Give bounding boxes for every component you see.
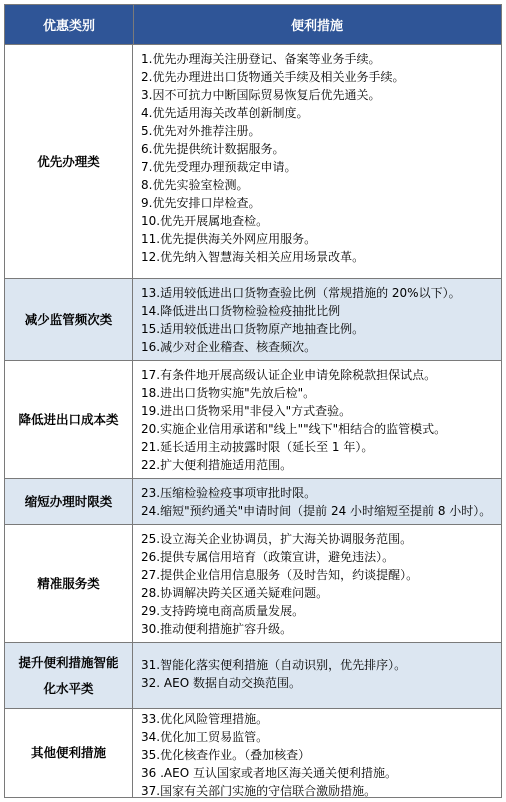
category-cell: 提升便利措施智能化水平类 <box>5 643 133 708</box>
list-item: 25.设立海关企业协调员，扩大海关协调服务范围。 <box>141 532 413 546</box>
table-row <box>5 479 501 525</box>
list-item: 13.适用较低进出口货物查验比例（常规措施的 20%以下）。 <box>141 286 461 300</box>
list-item: 31.智能化落实便利措施（自动识别，优先排序）。 <box>141 658 407 672</box>
table-row <box>5 525 501 643</box>
list-item: 10.优先开展属地查检。 <box>141 214 269 228</box>
benefits-table <box>4 4 502 798</box>
list-item: 9.优先安排口岸检查。 <box>141 196 261 210</box>
list-item: 20.实施企业信用承诺和"线上""线下"相结合的监管模式。 <box>141 422 447 436</box>
list-item: 7.优先受理办理预裁定申请。 <box>141 160 297 174</box>
list-item: 36 .AEO 互认国家或者地区海关通关便利措施。 <box>141 766 397 780</box>
list-item: 28.协调解决跨关区通关疑难问题。 <box>141 586 329 600</box>
list-item: 8.优先实验室检测。 <box>141 178 249 192</box>
measures-list <box>141 366 497 474</box>
list-item: 32. AEO 数据自动交换范围。 <box>141 676 301 690</box>
list-item: 19.进出口货物采用"非侵入"方式查验。 <box>141 404 352 418</box>
list-item: 2.优先办理进出口货物通关手续及相关业务手续。 <box>141 70 405 84</box>
list-item: 4.优先适用海关改革创新制度。 <box>141 106 309 120</box>
measures-list <box>141 284 497 356</box>
table-row <box>5 279 501 361</box>
list-item: 26.提供专属信用培育（政策宣讲，避免违法）。 <box>141 550 395 564</box>
measures-list <box>141 50 497 266</box>
list-item: 17.有条件地开展高级认证企业申请免除税款担保试点。 <box>141 368 437 382</box>
list-item: 14.降低进出口货物检验检疫抽批比例 <box>141 304 341 318</box>
measures-list <box>141 484 497 520</box>
header-category: 优惠类别 <box>5 5 134 44</box>
category-cell: 降低进出口成本类 <box>5 361 133 478</box>
measures-list <box>141 656 497 692</box>
list-item: 29.支持跨境电商高质量发展。 <box>141 604 305 618</box>
list-item: 21.延长适用主动披露时限（延长至 1 年）。 <box>141 440 374 454</box>
list-item: 11.优先提供海关外网应用服务。 <box>141 232 317 246</box>
list-item: 30.推动便利措施扩容升级。 <box>141 622 293 636</box>
category-cell: 精准服务类 <box>5 525 133 642</box>
list-item: 16.减少对企业稽查、核查频次。 <box>141 340 317 354</box>
list-item: 15.适用较低进出口货物原产地抽查比例。 <box>141 322 365 336</box>
list-item: 3.因不可抗力中断国际贸易恢复后优先通关。 <box>141 88 381 102</box>
category-cell: 缩短办理时限类 <box>5 479 133 524</box>
list-item: 22.扩大便利措施适用范围。 <box>141 458 293 472</box>
measures-list <box>141 710 497 800</box>
list-item: 5.优先对外推荐注册。 <box>141 124 261 138</box>
list-item: 12.优先纳入智慧海关相关应用场景改革。 <box>141 250 365 264</box>
list-item: 18.进出口货物实施"先放后检"。 <box>141 386 316 400</box>
category-cell: 其他便利措施 <box>5 709 133 797</box>
list-item: 37.国家有关部门实施的守信联合激励措施。 <box>141 784 377 798</box>
list-item: 27.提供企业信用信息服务（及时告知，约谈提醒）。 <box>141 568 419 582</box>
header-measures: 便利措施 <box>290 19 343 34</box>
measures-list <box>141 530 497 638</box>
table-row <box>5 361 501 479</box>
table-row <box>5 709 501 797</box>
list-item: 33.优化风险管理措施。 <box>141 712 269 726</box>
list-item: 6.优先提供统计数据服务。 <box>141 142 285 156</box>
list-item: 23.压缩检验检疫事项审批时限。 <box>141 486 317 500</box>
list-item: 24.缩短"预约通关"申请时间（提前 24 小时缩短至提前 8 小时）。 <box>141 504 492 518</box>
list-item: 1.优先办理海关注册登记、备案等业务手续。 <box>141 52 381 66</box>
category-cell: 减少监管频次类 <box>5 279 133 360</box>
table-row <box>5 643 501 709</box>
list-item: 35.优化核查作业。（叠加核查） <box>141 748 311 762</box>
table-row <box>5 45 501 279</box>
list-item: 34.优化加工贸易监管。 <box>141 730 269 744</box>
category-cell: 优先办理类 <box>5 45 133 278</box>
table-header <box>5 5 501 45</box>
